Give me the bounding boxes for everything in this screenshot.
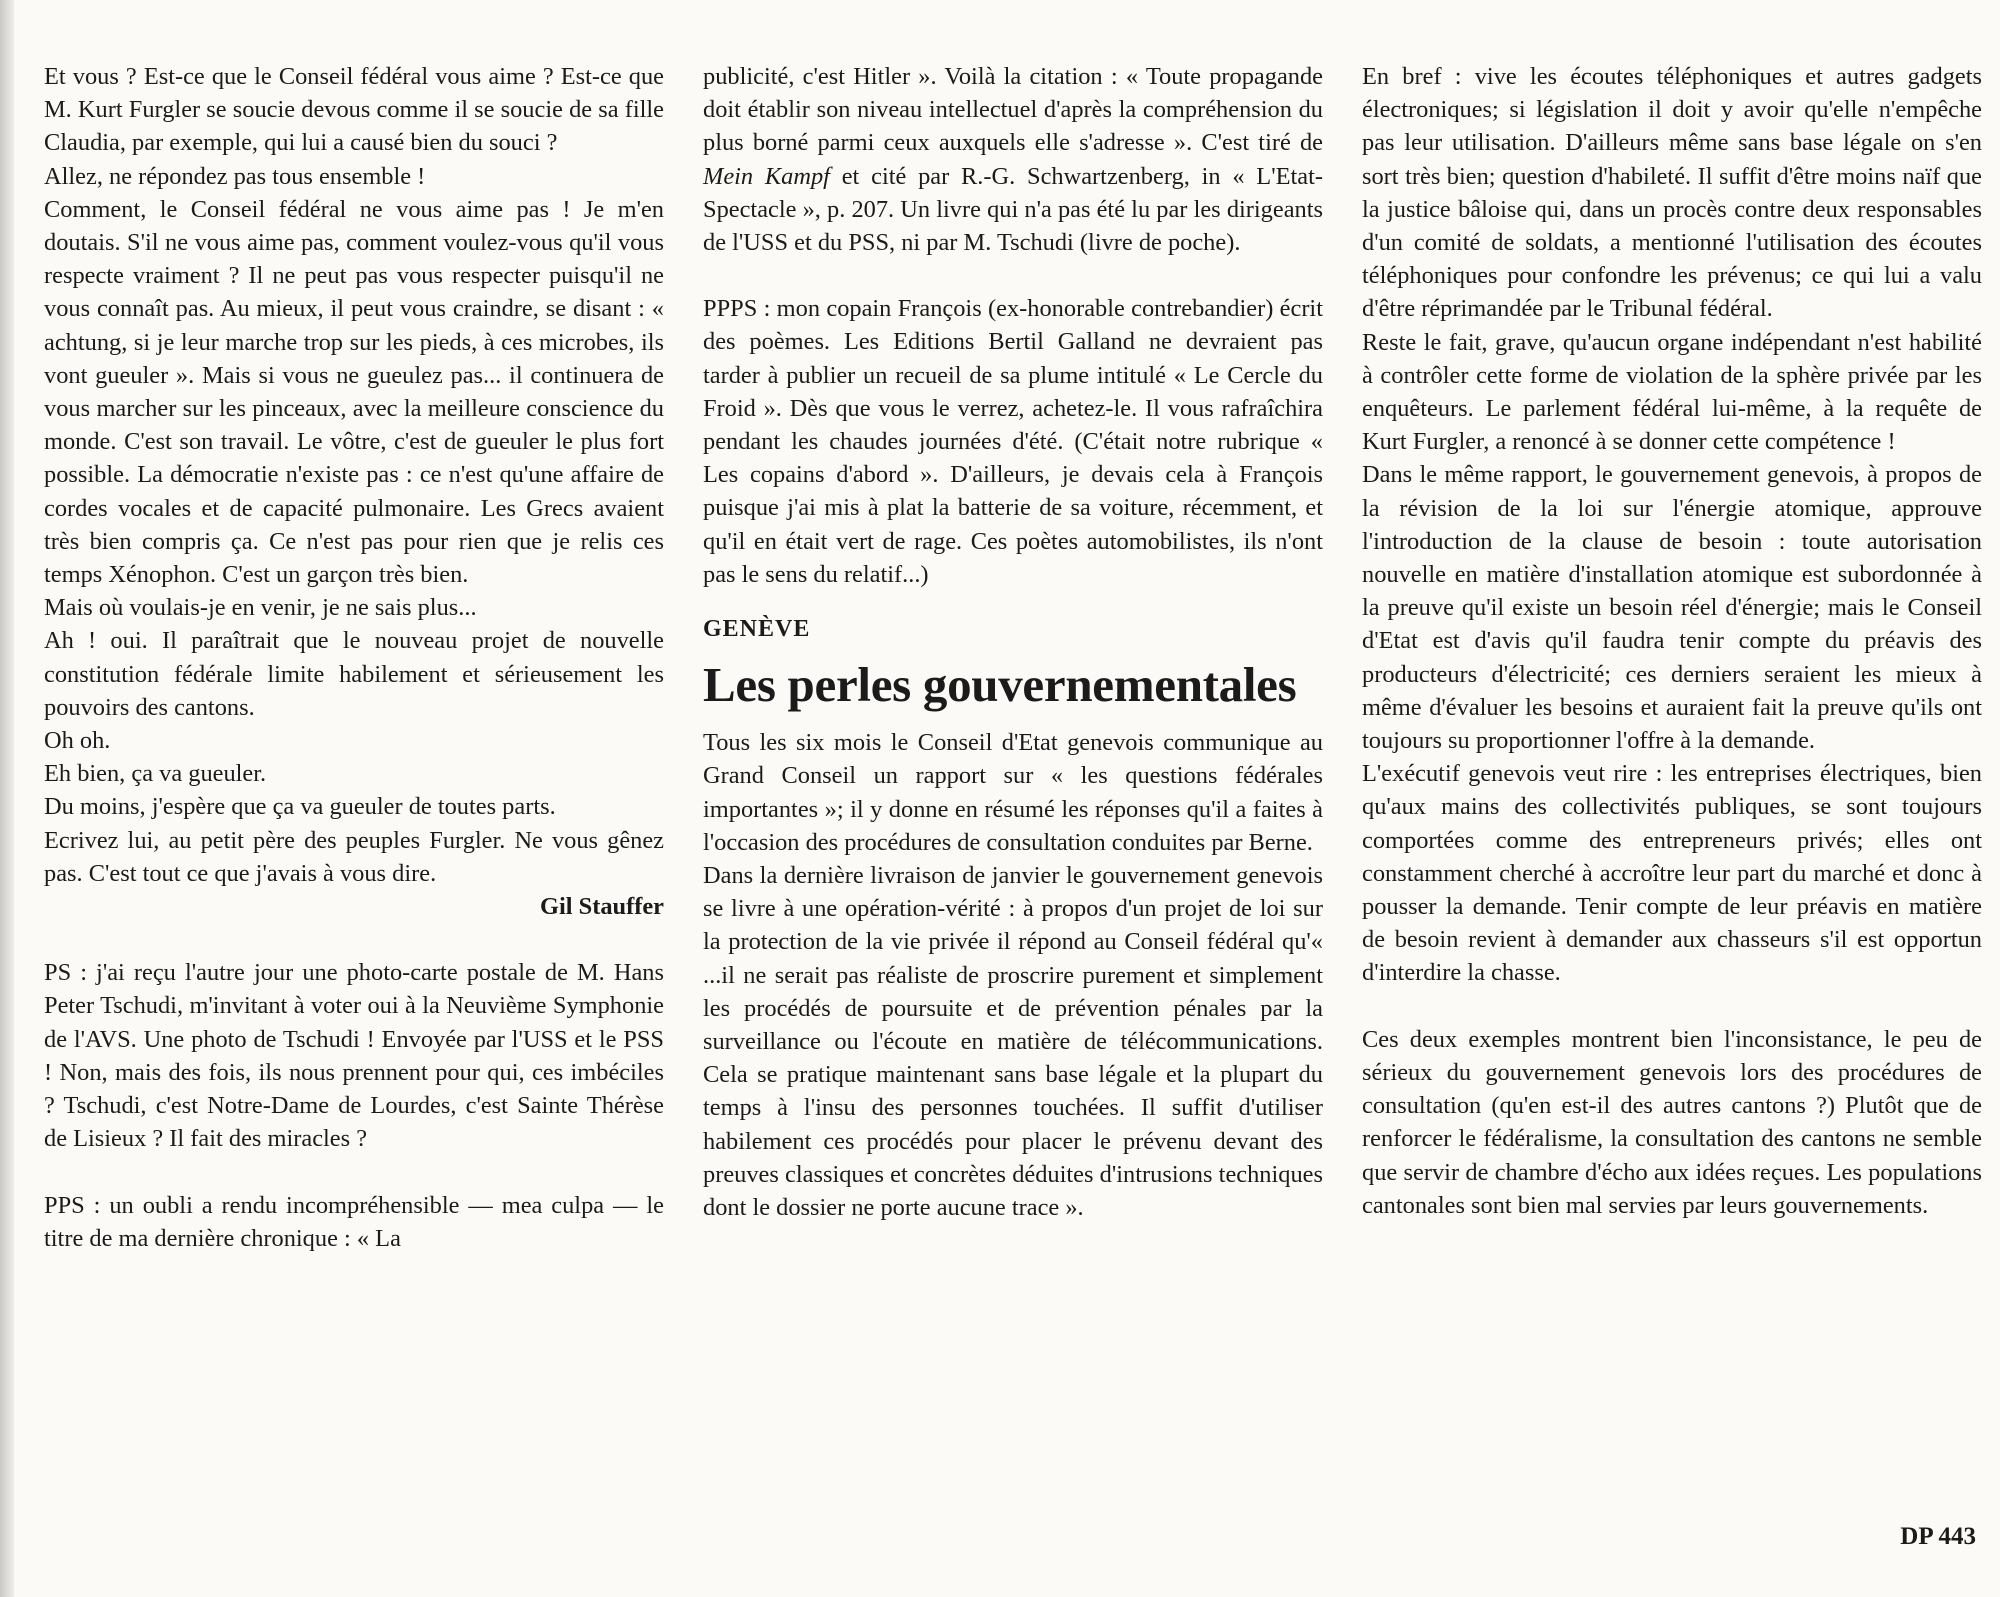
postscript-ppps: PPPS : mon copain François (ex-honorable contrebandier) écrit des poèmes. Les Editions Bertil Galland ne devraient pas tarder à publier un recueil de sa plume intitulé « Le Cercle du Froid ». Dès que vous le verrez, achetez-le. Il vous rafraîchira pendant les chaudes journées d'été. (C'était notre rubrique « Les copains d'abord ». D'ailleurs, je devais cela à François puisque j'ai mis à plat la batterie de sa voiture, récemment, et qu'il en était vert de rage. Ces poètes automobilistes, ils n'ont pas le sens du relatif...) [703, 295, 1323, 588]
paragraph: Allez, ne répondez pas tous ensemble ! [44, 162, 426, 190]
spacer [1362, 990, 1982, 1023]
paragraph: L'exécutif genevois veut rire : les entreprises électriques, bien qu'aux mains des collectivités publiques, se sont toujours comportées comme des entrepreneurs privés; elles ont constamment cherché à accroître leur part du marché et donc à pousser la demande. Tenir compte de leur préavis en matière de besoin revient à demander aux chasseurs s'il est opportun d'interdire la chasse. [1362, 760, 1982, 987]
paragraph: Reste le fait, grave, qu'aucun organe indépendant n'est habilité à contrôler cette forme de violation de la sphère privée par les enquêteurs. Le parlement fédéral lui-même, à la requête de Kurt Furgler, a renoncé à se donner cette compétence ! [1362, 328, 1982, 456]
postscript-pps: PPS : un oubli a rendu incompréhensible — mea culpa — le titre de ma dernière chronique : « La [44, 1191, 664, 1252]
article-headline: Les perles gouvernementales [703, 657, 1297, 713]
column-3 [1362, 60, 1982, 1222]
text-run: et cité par R.-G. Schwartzenberg, in « L'Etat-Spectacle », p. 207. Un livre qui n'a pas été lu par les dirigeants de l'USS et du PSS, ni par M. Tschudi (livre de poche). [703, 162, 1323, 257]
section-kicker: GENÈVE [703, 616, 811, 643]
paragraph: Comment, le Conseil fédéral ne vous aime pas ! Je m'en doutais. S'il ne vous aime pas, comment voulez-vous qu'il vous respecte vraiment ? Il ne peut pas vous respecter puisqu'il ne vous connaît pas. Au mieux, il peut vous craindre, se disant : « achtung, si je leur marche trop sur les pieds, à ces microbes, ils vont gueuler ». Mais si vous ne gueulez pas... il continuera de vous marcher sur les pinceaux, avec la meilleure conscience du monde. C'est son travail. Le vôtre, c'est de gueuler le plus fort possible. La démocratie n'existe pas : ce n'est qu'une affaire de cordes vocales et de capacité pulmonaire. Les Grecs avaient très bien compris ça. Ce n'est pas pour rien que je relis ces temps Xénophon. C'est un garçon très bien. [44, 195, 664, 589]
text-run: publicité, c'est Hitler ». Voilà la citation : « Toute propagande doit établir son niveau intellectuel d'après la compréhension du plus borné parmi ceux auxquels elle s'adresse ». C'est tiré de [703, 63, 1323, 157]
paragraph: Oh oh. [44, 727, 111, 755]
paragraph: Dans le même rapport, le gouvernement genevois, à propos de la révision de la loi sur l'énergie atomique, approuve l'introduction de la clause de besoin : toute autorisation nouvelle en matière d'installation atomique est subordonnée à la preuve qu'il existe un besoin réel d'énergie; mais le Conseil d'Etat est d'avis qu'il faudra tenir compte du préavis des producteurs d'électricité; ces derniers seraient les mieux à même d'évaluer les besoins et auraient fait la preuve qu'ils ont toujours su proportionner l'offre à la demande. [1362, 461, 1982, 755]
paragraph: Tous les six mois le Conseil d'Etat genevois communique au Grand Conseil un rapport sur « les questions fédérales importantes »; il y donne en résumé les réponses qu'il a faites à l'occasion des procédures de consultation conduites par Berne. [703, 729, 1323, 856]
paragraph: Dans la dernière livraison de janvier le gouvernement genevois se livre à une opération-vérité : à propos d'un projet de loi sur la protection de la vie privée il répond au Conseil fédéral qu'« ...il ne serait pas réaliste de proscrire purement et simplement les procédés de poursuite et de prévention pénales par la surveillance ou l'écoute en matière de télécommunications. Cela se pratique maintenant sans base légale et la plupart du temps à l'insu des personnes touchées. Il suffit d'utiliser habilement ces procédés pour placer le prévenu devant des preuves classiques et concrètes déduites d'intrusions techniques dont le dossier ne porte aucune trace ». [703, 862, 1323, 1222]
column-2 [703, 60, 1323, 1224]
spacer [703, 259, 1323, 292]
postscript-pps-continued [703, 60, 1323, 259]
paragraph: Ecrivez lui, au petit père des peuples Furgler. Ne vous gênez pas. C'est tout ce que j'avais à vous dire. [44, 826, 664, 887]
paragraph: En bref : vive les écoutes téléphoniques et autres gadgets électroniques; si législation il doit y avoir qu'elle n'empêche pas leur utilisation. D'ailleurs même sans base légale on s'en sort très bien; question d'habileté. Il suffit d'être moins naïf que la justice bâloise qui, dans un procès contre deux responsables d'un comité de soldats, a mentionné l'utilisation des écoutes téléphoniques pour confondre les prévenus; ce qui lui a valu d'être réprimandée par le Tribunal fédéral. [1362, 63, 1982, 323]
author-signature: Gil Stauffer [540, 893, 664, 921]
postscript-ps: PS : j'ai reçu l'autre jour une photo-carte postale de M. Hans Peter Tschudi, m'invitant à voter oui à la Neuvième Symphonie de l'AVS. Une photo de Tschudi ! Envoyée par l'USS et le PSS ! Non, mais des fois, ils nous prennent pour qui, ces imbéciles ? Tschudi, c'est Notre-Dame de Lourdes, c'est Sainte Thérèse de Lisieux ? Il fait des miracles ? [44, 959, 664, 1153]
paragraph: Du moins, j'espère que ça va gueuler de toutes parts. [44, 793, 556, 821]
book-title: Mein Kampf [703, 162, 830, 190]
paragraph: Et vous ? Est-ce que le Conseil fédéral vous aime ? Est-ce que M. Kurt Furgler se soucie devous comme il se soucie de sa fille Claudia, par exemple, qui lui a causé bien du souci ? [44, 63, 664, 157]
paragraph: Eh bien, ça va gueuler. [44, 760, 267, 788]
page-binding-edge [0, 0, 14, 1597]
paragraph: Mais où voulais-je en venir, je ne sais plus... [44, 594, 477, 622]
spacer [44, 923, 664, 956]
paragraph: Ah ! oui. Il paraîtrait que le nouveau projet de nouvelle constitution fédérale limite habilement et sérieusement les pouvoirs des cantons. [44, 627, 664, 721]
page-folio: DP 443 [1900, 1523, 1976, 1550]
column-1 [44, 60, 664, 1255]
spacer [44, 1156, 664, 1189]
paragraph: Ces deux exemples montrent bien l'inconsistance, le peu de sérieux du gouvernement genevois lors des procédures de consultation (qu'en est-il des autres cantons ?) Plutôt que de renforcer le fédéralisme, la consultation des cantons ne semble que servir de chambre d'écho aux idées reçues. Les populations cantonales sont bien mal servies par leurs gouvernements. [1362, 1025, 1982, 1219]
